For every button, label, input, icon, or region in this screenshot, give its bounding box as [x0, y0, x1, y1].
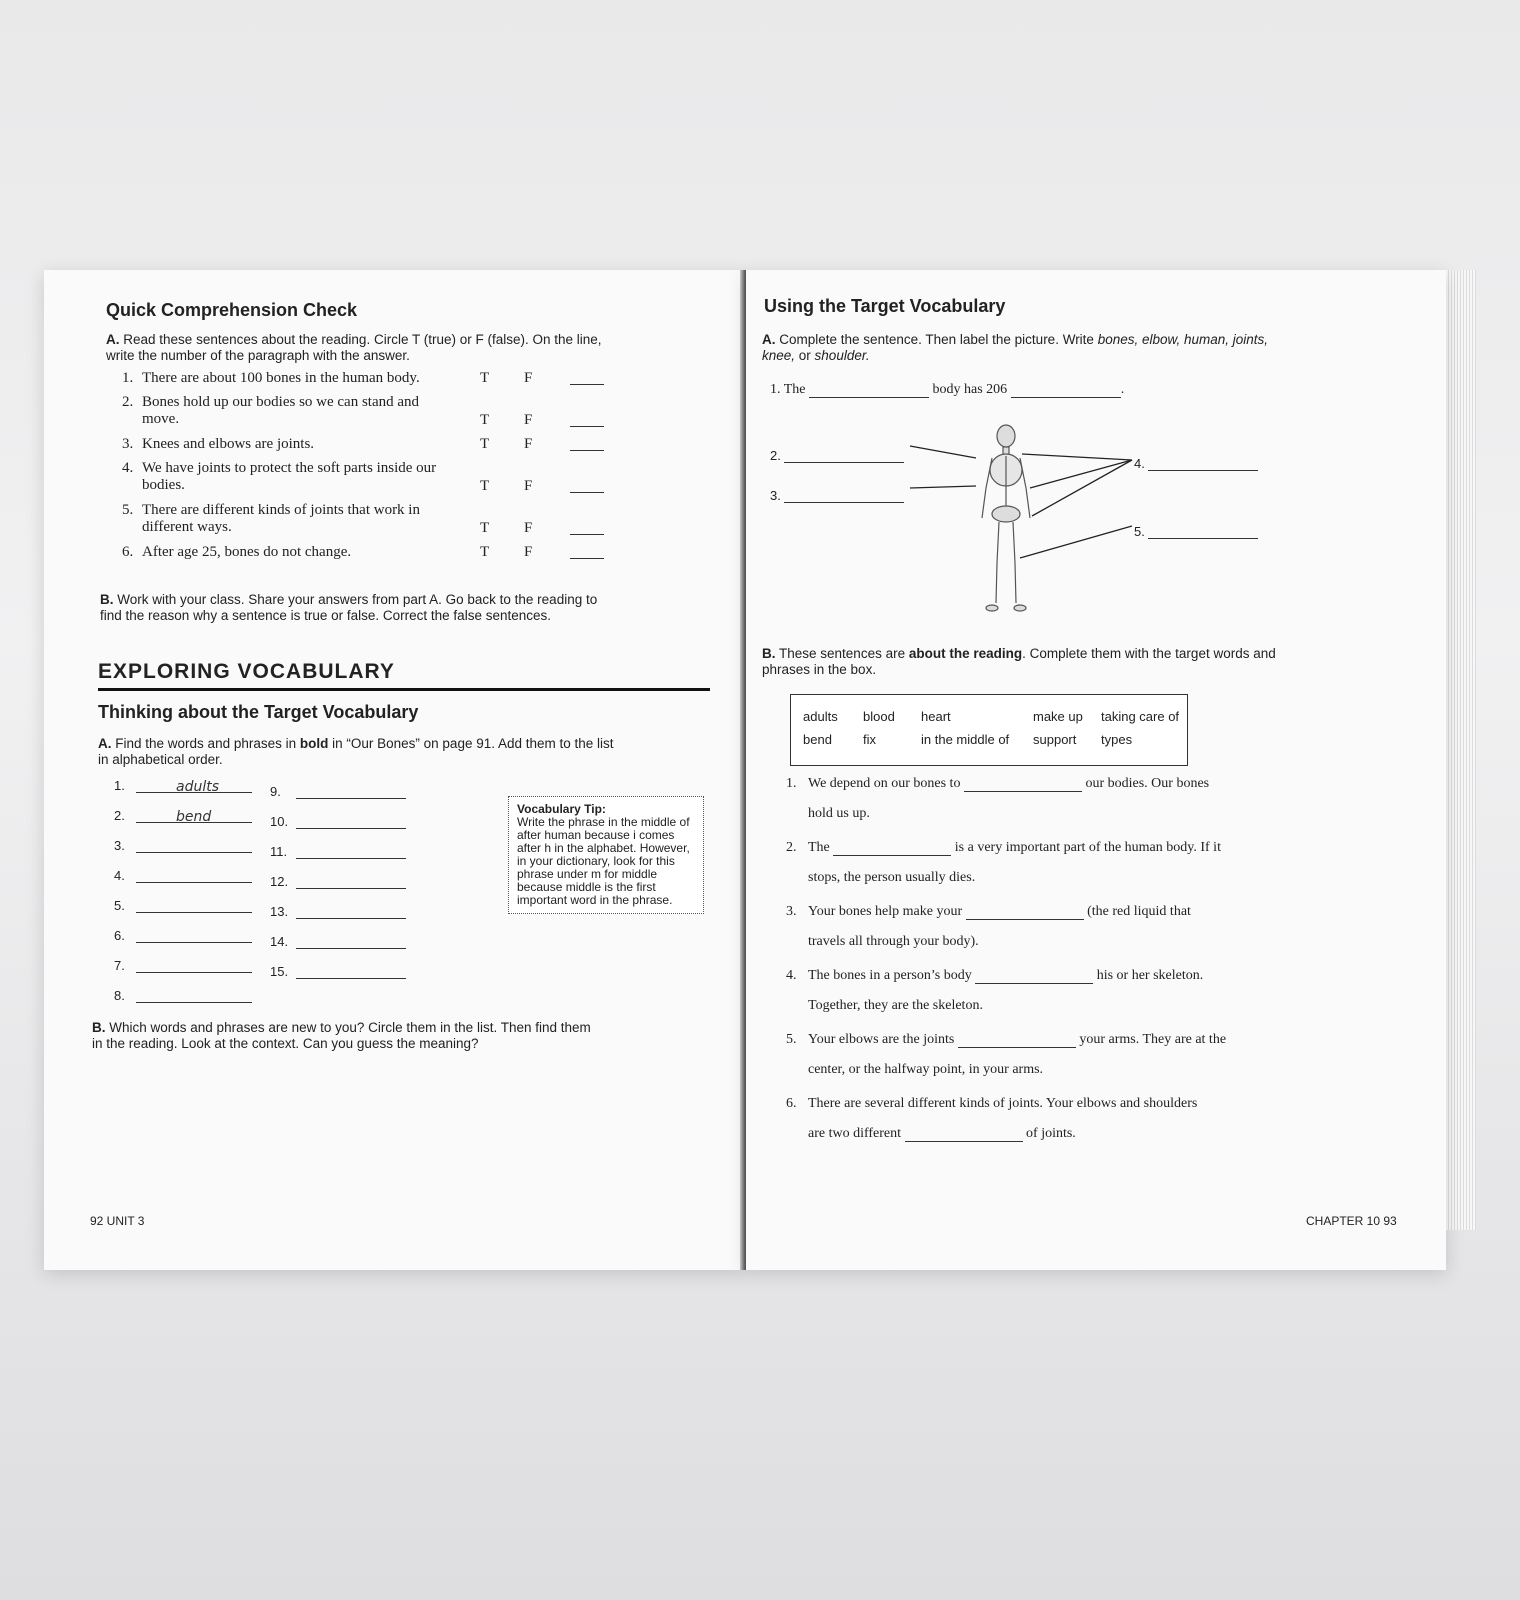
sentence-text-b: his or her skeleton.: [1096, 968, 1204, 983]
sentence-text-c: travels all through your body).: [808, 934, 979, 949]
false-option[interactable]: F: [524, 370, 533, 386]
vocab-answer-blank[interactable]: [296, 814, 406, 829]
sentence-blank[interactable]: [966, 905, 1084, 920]
label-4-blank[interactable]: [1148, 456, 1258, 471]
vocab-answer-blank[interactable]: [296, 904, 406, 919]
paragraph-number-blank[interactable]: [570, 412, 604, 427]
vocab-list-number: 11.: [270, 844, 288, 859]
word-box-item: bend: [803, 732, 832, 747]
sentence-line-1: [786, 968, 1306, 984]
sentence-blank[interactable]: [833, 841, 951, 856]
vocabulary-tip-box: [508, 796, 704, 914]
true-option[interactable]: T: [480, 370, 490, 386]
label-5-blank[interactable]: [1148, 524, 1258, 539]
vocab-list-number: 14.: [270, 934, 289, 949]
vocab-answer-blank[interactable]: [136, 989, 252, 1003]
sentence-text-a: There are several different kinds of joints. Your elbows and shoulders: [808, 1096, 1198, 1111]
tf-item-number: 6.: [122, 544, 134, 560]
sentence-text-c: Together, they are the skeleton.: [808, 998, 983, 1013]
sentence-item: [786, 776, 1306, 822]
tf-item-number: 4.: [122, 460, 134, 476]
vocab-list-item: [114, 778, 252, 793]
vocab-list-item: [114, 868, 252, 883]
vocab-answer-blank[interactable]: [296, 844, 406, 859]
sentence-number: 1.: [786, 776, 797, 791]
vocab-list-number: 2.: [114, 808, 125, 823]
vocab-list-number: 4.: [114, 868, 125, 883]
sentence-number: 4.: [786, 968, 797, 983]
tip-text: Write the phrase in the middle of after human because i comes after h in the alphabet. However, in your dictionary, look for this phrase under m for middle because middle is the first important word in the phrase.: [517, 815, 690, 907]
sentence-text-c: center, or the halfway point, in your arms.: [808, 1062, 1044, 1077]
right-partB-instructions: B. These sentences are about the reading. Complete them with the target words and phrases in the box.: [762, 646, 1276, 677]
vocabA-instructions: A. Find the words and phrases in bold in “Our Bones” on page 91. Add them to the list in alphabetical order.: [98, 736, 614, 767]
vocab-list-item: [114, 808, 252, 823]
vocab-answer-blank[interactable]: [136, 899, 252, 913]
word-box-item: make up: [1033, 709, 1083, 724]
vocab-list-number: 12.: [270, 874, 289, 889]
partA-instructions: A. Read these sentences about the reading. Circle T (true) or F (false). On the line, write the number of the paragraph with the answer.: [106, 332, 602, 363]
tf-item-number: 1.: [122, 370, 134, 386]
vocab-answer-blank[interactable]: adults: [136, 779, 252, 793]
vocab-list-item: [114, 838, 252, 853]
vocab-answer-blank[interactable]: [296, 874, 406, 889]
word-box-item: in the middle of: [921, 732, 1010, 747]
true-option[interactable]: T: [480, 412, 490, 428]
tf-item-text: After age 25, bones do not change.: [142, 544, 352, 560]
sentence-text-a: Your bones help make your: [808, 904, 963, 919]
label-4: 4.: [1134, 456, 1258, 471]
word-box-item: support: [1033, 732, 1077, 747]
sentence-line-2: [786, 806, 1306, 822]
paragraph-number-blank[interactable]: [570, 520, 604, 535]
sentence-number: 2.: [786, 840, 797, 855]
sentence-line-2: [786, 1126, 1306, 1142]
paragraph-number-blank[interactable]: [570, 478, 604, 493]
thinking-title: Thinking about the Target Vocabulary: [98, 702, 419, 722]
tf-item-text: Bones hold up our bodies so we can stand and move.: [142, 394, 420, 427]
label-3-blank[interactable]: [784, 488, 904, 503]
tf-item-number: 3.: [122, 436, 134, 452]
sentence-text-b: (the red liquid that: [1087, 904, 1191, 919]
vocabB-instructions: B. Which words and phrases are new to you? Circle them in the list. Then find them in the reading. Look at the context. Can you guess the meaning?: [92, 1020, 591, 1051]
vocab-list-item: [270, 934, 406, 949]
paragraph-number-blank[interactable]: [570, 370, 604, 385]
sentence-item: [786, 1096, 1306, 1142]
true-option[interactable]: T: [480, 544, 490, 560]
tip-title: Vocabulary Tip:: [517, 802, 606, 816]
vocab-answer-blank[interactable]: [296, 784, 406, 799]
sentence-line-2: [786, 934, 1306, 950]
exploring-vocabulary-heading: EXPLORING VOCABULARY: [98, 660, 395, 683]
sentence-item: [786, 904, 1306, 950]
sentence-text-b: is a very important part of the human body. If it: [954, 840, 1221, 855]
sentence-number: 6.: [786, 1096, 797, 1111]
label-5: 5.: [1134, 524, 1258, 539]
vocab-answer-blank[interactable]: [136, 959, 252, 973]
vocab-list-number: 15.: [270, 964, 289, 979]
false-option[interactable]: F: [524, 544, 533, 560]
vocab-list-number: 6.: [114, 928, 125, 943]
sentence-1: 1. The body has 206 .: [770, 382, 1125, 397]
vocab-list-item: [270, 784, 406, 799]
sentence-blank[interactable]: [964, 777, 1082, 792]
sentence-line-1: [786, 840, 1306, 856]
sentence-item: [786, 840, 1306, 886]
sentence-text-a: The bones in a person’s body: [808, 968, 972, 983]
word-box-item: blood: [863, 709, 895, 724]
paragraph-number-blank[interactable]: [570, 544, 604, 559]
word-box-item: taking care of: [1101, 709, 1180, 724]
vocab-list-number: 10.: [270, 814, 289, 829]
true-option[interactable]: T: [480, 520, 490, 536]
section-rule: [98, 688, 710, 691]
word-box: [790, 694, 1188, 766]
vocab-answer-blank[interactable]: bend: [136, 809, 252, 823]
vocab-list-item: [270, 964, 406, 979]
sentence-line-2: [786, 870, 1306, 886]
qcc-title: Quick Comprehension Check: [106, 300, 358, 320]
vocab-answer-blank[interactable]: [136, 929, 252, 943]
false-option[interactable]: F: [524, 412, 533, 428]
sentence-text-c: hold us up.: [808, 806, 870, 821]
sentence-text-c: stops, the person usually dies.: [808, 870, 976, 885]
word-box-item: adults: [803, 709, 838, 724]
skeleton-diagram: [906, 418, 1146, 618]
vocab-list-number: 3.: [114, 838, 125, 853]
word-box-item: fix: [863, 732, 876, 747]
sentence-text-b: your arms. They are at the: [1079, 1032, 1227, 1047]
sentence-line-2: [786, 998, 1306, 1014]
vocab-list-item: [270, 904, 406, 919]
sentence-blank[interactable]: [958, 1033, 1076, 1048]
blank-1a[interactable]: [809, 383, 929, 398]
sentence-text-b: our bodies. Our bones: [1085, 776, 1210, 791]
sentence-line-1: [786, 1096, 1306, 1112]
sentence-item: [786, 968, 1306, 1014]
label-2: 2.: [770, 448, 904, 463]
skeleton-figure: [982, 425, 1030, 611]
sentence-line-2: [786, 1062, 1306, 1078]
partB-instructions: B. Work with your class. Share your answers from part A. Go back to the reading to find the reason why a sentence is true or false. Correct the false sentences.: [100, 592, 598, 623]
vocab-answer-blank[interactable]: [136, 839, 252, 853]
blank-1b[interactable]: [1011, 383, 1121, 398]
using-title: Using the Target Vocabulary: [764, 296, 1006, 316]
vocab-list-number: 5.: [114, 898, 125, 913]
right-page: [746, 270, 1446, 1270]
sentence-text-a: We depend on our bones to: [808, 776, 961, 791]
tf-item-text: We have joints to protect the soft parts inside our bodies.: [142, 460, 437, 493]
right-partA-instructions: A. Complete the sentence. Then label the picture. Write bones, elbow, human, joints, knee, or shoulder.: [762, 332, 1269, 363]
sentence-line-1: [786, 776, 1306, 792]
sentence-text-a: The: [808, 840, 830, 855]
tf-item-text: There are different kinds of joints that work in different ways.: [142, 502, 420, 535]
left-page: [44, 270, 744, 1270]
left-page-footer: 92 UNIT 3: [90, 1214, 145, 1228]
vocab-list-item: [270, 814, 406, 829]
vocab-answer-blank[interactable]: [296, 964, 406, 979]
vocab-list-item: [114, 928, 252, 943]
false-option[interactable]: F: [524, 478, 533, 494]
vocab-list-number: 13.: [270, 904, 289, 919]
sentence-text-c: of joints.: [1026, 1126, 1076, 1141]
right-page-footer: CHAPTER 10 93: [1306, 1214, 1397, 1228]
sentence-line-1: [786, 904, 1306, 920]
true-option[interactable]: T: [480, 436, 490, 452]
vocab-answer-blank[interactable]: [136, 869, 252, 883]
word-box-item: heart: [921, 709, 951, 724]
sentence-text-a: Your elbows are the joints: [808, 1032, 955, 1047]
sentence-item: [786, 1032, 1306, 1078]
tf-item-number: 2.: [122, 394, 134, 410]
label-3: 3.: [770, 488, 904, 503]
false-option[interactable]: F: [524, 436, 533, 452]
false-option[interactable]: F: [524, 520, 533, 536]
true-option[interactable]: T: [480, 478, 490, 494]
vocab-list-item: [114, 988, 252, 1003]
tf-item-number: 5.: [122, 502, 134, 518]
vocab-answer-blank[interactable]: [296, 934, 406, 949]
vocab-list-item: [114, 898, 252, 913]
label-2-blank[interactable]: [784, 448, 904, 463]
sentence-blank[interactable]: [975, 969, 1093, 984]
vocab-list-number: 1.: [114, 778, 125, 793]
vocab-list-number: 7.: [114, 958, 125, 973]
vocab-list-number: 9.: [270, 784, 281, 799]
vocab-list-item: [270, 874, 406, 889]
sentence-number: 3.: [786, 904, 797, 919]
vocab-list-number: 8.: [114, 988, 125, 1003]
sentence-line-1: [786, 1032, 1306, 1048]
paragraph-number-blank[interactable]: [570, 436, 604, 451]
vocab-list-item: [270, 844, 406, 859]
word-box-item: types: [1101, 732, 1133, 747]
sentence-number: 5.: [786, 1032, 797, 1047]
sentence-blank[interactable]: [905, 1127, 1023, 1142]
vocab-list-item: [114, 958, 252, 973]
tf-item-text: There are about 100 bones in the human body.: [142, 370, 420, 386]
sentence-text-b: are two different: [808, 1126, 902, 1141]
tf-item-text: Knees and elbows are joints.: [142, 436, 315, 452]
